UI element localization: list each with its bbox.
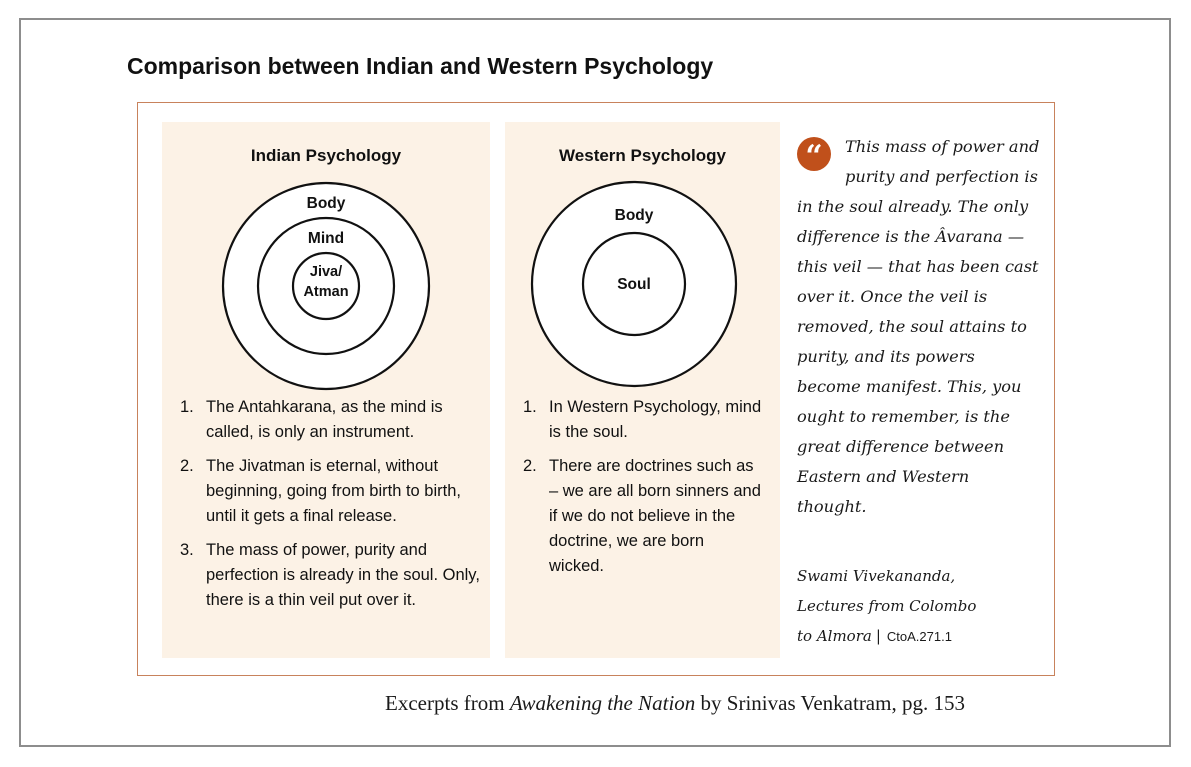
quote-source-line2: to Almora | CtoA.271.1: [797, 627, 952, 645]
quote-source-line1: Lectures from Colombo: [797, 597, 977, 615]
quote-text: This mass of power and purity and perfection is in the soul already. The only difference is the Âvarana — this veil — that has been cast over it. Once the veil is removed, the soul attains to purity, and its powers become manifest. This, you ought to remember, is the great difference between Eastern and Western thought.: [797, 137, 1040, 516]
page-title: Comparison between Indian and Western Psychology: [127, 53, 714, 79]
list-item: 2. There are doctrines such as – we are all born sinners and if we do not believe in the doctrine, we are born wicked.: [523, 457, 761, 575]
list-item: 2. The Jivatman is eternal, without beginning, going from birth to birth, until it gets a final release.: [180, 457, 461, 525]
indian-psychology-heading: Indian Psychology: [250, 146, 402, 165]
western-psychology-heading: Western Psychology: [559, 146, 726, 165]
list-item: 1. The Antahkarana, as the mind is called, is only an instrument.: [180, 398, 443, 441]
list-item: 1. In Western Psychology, mind is the soul.: [523, 398, 762, 441]
book-title: Awakening the Nation: [509, 691, 696, 715]
list-item: 3. The mass of power, purity and perfection is already in the soul. Only, there is a thin veil put over it.: [180, 541, 480, 609]
western-points-list: [523, 395, 763, 588]
mind-label: Mind: [307, 230, 345, 247]
indian-psychology-panel: [162, 122, 490, 658]
indian-points-list: [180, 395, 480, 622]
vivekananda-quote: [797, 132, 1042, 522]
western-concentric-diagram: [529, 179, 739, 389]
body-label: Body: [614, 207, 654, 224]
jiva-label: Jiva/: [309, 264, 343, 280]
reference-code: CtoA.271.1: [886, 629, 952, 644]
excerpt-caption: Excerpts from Awakening the Nation by Srinivas Venkatram, pg. 153: [385, 691, 965, 715]
separator: |: [875, 627, 881, 645]
indian-concentric-diagram: [219, 179, 433, 393]
western-psychology-panel: [505, 122, 780, 658]
atman-label: Atman: [303, 284, 349, 300]
soul-label: Soul: [617, 276, 651, 293]
quote-attribution: [797, 561, 1047, 652]
quote-author: Swami Vivekananda,: [797, 567, 956, 585]
quote-icon: “: [797, 137, 831, 171]
body-label: Body: [306, 195, 346, 212]
